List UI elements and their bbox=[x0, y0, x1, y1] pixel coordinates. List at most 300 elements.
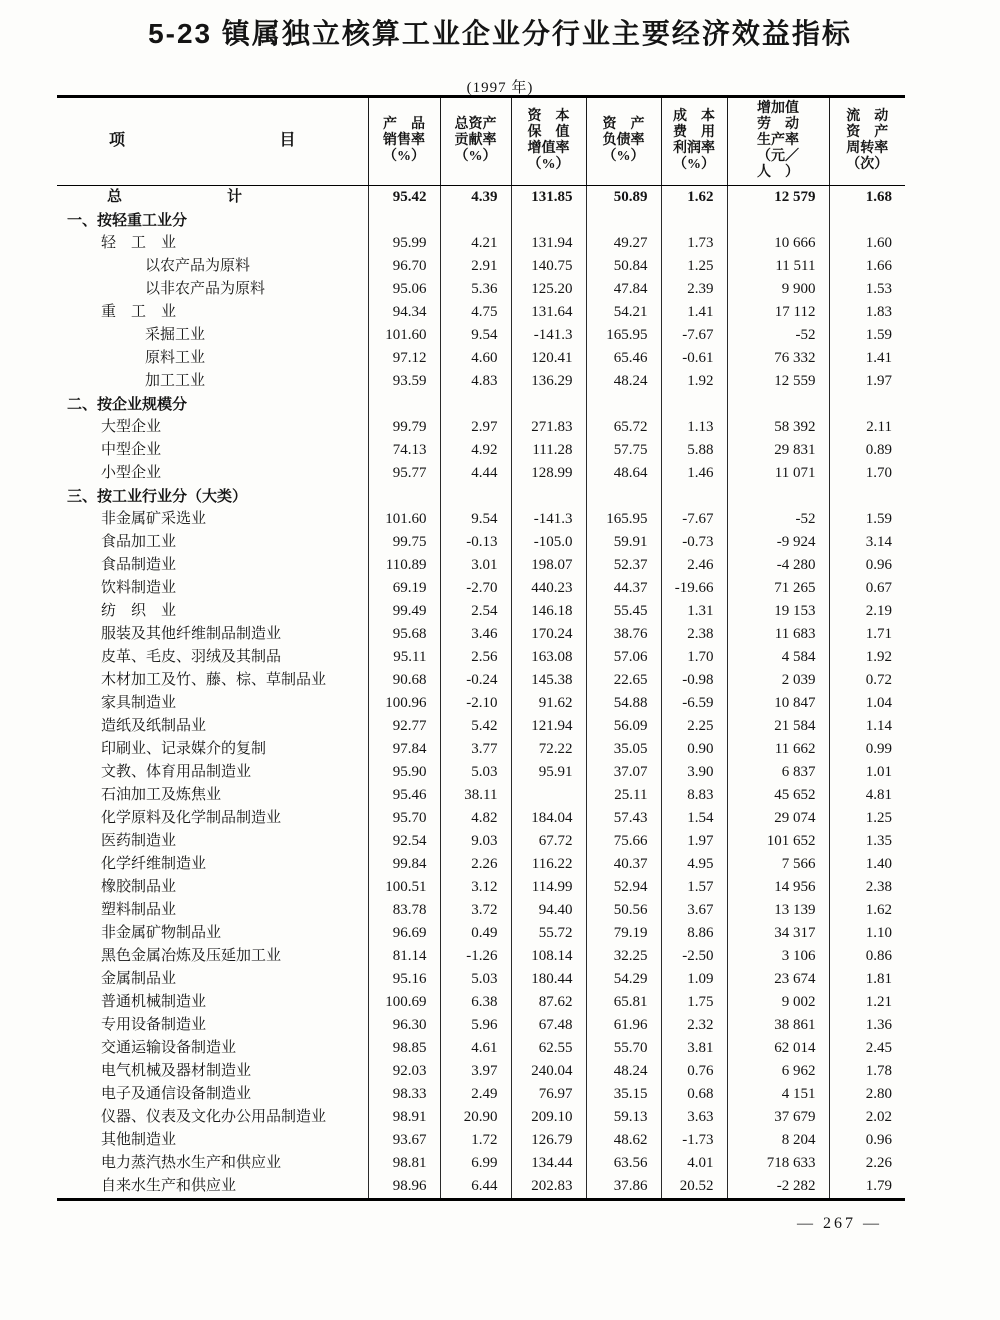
table-row bbox=[57, 393, 905, 416]
table-row bbox=[57, 301, 905, 324]
table-row bbox=[57, 577, 905, 600]
cell-value: 110.89 bbox=[368, 554, 440, 577]
page-subtitle: (1997 年) bbox=[466, 80, 534, 96]
cell-value: 1.40 bbox=[829, 853, 905, 876]
cell-value: 1.04 bbox=[829, 692, 905, 715]
table-row bbox=[57, 1060, 905, 1083]
cell-value: 99.84 bbox=[368, 853, 440, 876]
row-label: 非金属矿物制品业 bbox=[101, 925, 222, 941]
table-row bbox=[57, 186, 905, 210]
row-label: 采掘工业 bbox=[145, 327, 206, 343]
cell-value: 1.41 bbox=[829, 347, 905, 370]
cell-value: 58 392 bbox=[727, 416, 829, 439]
cell-value: 4.21 bbox=[440, 232, 511, 255]
cell-value: 128.99 bbox=[511, 462, 586, 485]
cell-value bbox=[586, 393, 661, 416]
row-label: 文教、体育用品制造业 bbox=[101, 764, 252, 780]
row-label: 总 计 bbox=[107, 189, 243, 205]
table-row bbox=[57, 439, 905, 462]
cell-value: -2.50 bbox=[661, 945, 727, 968]
cell-value: 0.86 bbox=[829, 945, 905, 968]
cell-value: -7.67 bbox=[661, 324, 727, 347]
table-row bbox=[57, 853, 905, 876]
table-row bbox=[57, 347, 905, 370]
cell-value: 125.20 bbox=[511, 278, 586, 301]
cell-value: -6.59 bbox=[661, 692, 727, 715]
table-container bbox=[57, 95, 905, 1201]
cell-value: 1.59 bbox=[829, 508, 905, 531]
cell-value: 180.44 bbox=[511, 968, 586, 991]
cell-value: 95.46 bbox=[368, 784, 440, 807]
cell-value: 0.72 bbox=[829, 669, 905, 692]
cell-value: 101.60 bbox=[368, 508, 440, 531]
cell-value: 6 962 bbox=[727, 1060, 829, 1083]
cell-value: 45 652 bbox=[727, 784, 829, 807]
cell-value: 92.77 bbox=[368, 715, 440, 738]
table-row bbox=[57, 324, 905, 347]
cell-value: 95.91 bbox=[511, 761, 586, 784]
cell-value: 44.37 bbox=[586, 577, 661, 600]
cell-value: 2.25 bbox=[661, 715, 727, 738]
cell-value: 91.62 bbox=[511, 692, 586, 715]
cell-value: 67.48 bbox=[511, 1014, 586, 1037]
cell-value: 3.14 bbox=[829, 531, 905, 554]
stats-table bbox=[57, 95, 905, 1201]
cell-value: 1.25 bbox=[829, 807, 905, 830]
cell-value: 170.24 bbox=[511, 623, 586, 646]
cell-value: 1.14 bbox=[829, 715, 905, 738]
cell-value: 4.39 bbox=[440, 186, 511, 210]
cell-value: 98.33 bbox=[368, 1083, 440, 1106]
cell-value bbox=[368, 393, 440, 416]
cell-value: 52.37 bbox=[586, 554, 661, 577]
cell-value: -0.98 bbox=[661, 669, 727, 692]
cell-value: 1.78 bbox=[829, 1060, 905, 1083]
cell-value: 34 317 bbox=[727, 922, 829, 945]
cell-value: 4.81 bbox=[829, 784, 905, 807]
cell-value: 69.19 bbox=[368, 577, 440, 600]
table-row bbox=[57, 646, 905, 669]
cell-value: 0.99 bbox=[829, 738, 905, 761]
cell-value: 99.79 bbox=[368, 416, 440, 439]
cell-value: 1.36 bbox=[829, 1014, 905, 1037]
cell-value bbox=[586, 485, 661, 508]
cell-value: -1.26 bbox=[440, 945, 511, 968]
row-label: 三、按工业行业分（大类） bbox=[67, 488, 248, 505]
cell-value: 1.70 bbox=[661, 646, 727, 669]
cell-value: -2 282 bbox=[727, 1175, 829, 1200]
row-label: 电力蒸汽热水生产和供应业 bbox=[101, 1155, 282, 1171]
cell-value: 4 584 bbox=[727, 646, 829, 669]
cell-value: 1.68 bbox=[829, 186, 905, 210]
cell-value: 95.77 bbox=[368, 462, 440, 485]
cell-value: 2.26 bbox=[829, 1152, 905, 1175]
cell-value: -2.70 bbox=[440, 577, 511, 600]
cell-value: 163.08 bbox=[511, 646, 586, 669]
row-label: 服装及其他纤维制品制造业 bbox=[101, 626, 282, 642]
cell-value: 23 674 bbox=[727, 968, 829, 991]
cell-value bbox=[727, 209, 829, 232]
cell-value: 3.67 bbox=[661, 899, 727, 922]
cell-value: 2.19 bbox=[829, 600, 905, 623]
cell-value: 1.13 bbox=[661, 416, 727, 439]
cell-value: 2.56 bbox=[440, 646, 511, 669]
cell-value: 2.45 bbox=[829, 1037, 905, 1060]
row-label: 塑料制品业 bbox=[101, 902, 177, 918]
cell-value: 92.54 bbox=[368, 830, 440, 853]
table-row bbox=[57, 209, 905, 232]
cell-value: 50.89 bbox=[586, 186, 661, 210]
cell-value: 3 106 bbox=[727, 945, 829, 968]
cell-value: 95.06 bbox=[368, 278, 440, 301]
cell-value: 5.03 bbox=[440, 968, 511, 991]
cell-value: 92.03 bbox=[368, 1060, 440, 1083]
cell-value: 1.79 bbox=[829, 1175, 905, 1200]
cell-value bbox=[511, 393, 586, 416]
row-label: 以农产品为原料 bbox=[145, 258, 251, 274]
cell-value: 95.42 bbox=[368, 186, 440, 210]
table-row bbox=[57, 554, 905, 577]
cell-value bbox=[829, 485, 905, 508]
cell-value: 37.86 bbox=[586, 1175, 661, 1200]
table-row bbox=[57, 623, 905, 646]
cell-value: 38.11 bbox=[440, 784, 511, 807]
cell-value: 61.96 bbox=[586, 1014, 661, 1037]
row-label: 轻 工 业 bbox=[101, 235, 177, 251]
cell-value: 1.59 bbox=[829, 324, 905, 347]
item-header-right: 目 bbox=[279, 132, 296, 149]
cell-value: 40.37 bbox=[586, 853, 661, 876]
table-row bbox=[57, 715, 905, 738]
cell-value: 5.42 bbox=[440, 715, 511, 738]
cell-value: 76.97 bbox=[511, 1083, 586, 1106]
cell-value: 9.54 bbox=[440, 508, 511, 531]
cell-value: 1.73 bbox=[661, 232, 727, 255]
cell-value bbox=[829, 209, 905, 232]
cell-value: 1.10 bbox=[829, 922, 905, 945]
cell-value: 11 662 bbox=[727, 738, 829, 761]
table-row bbox=[57, 830, 905, 853]
cell-value: 74.13 bbox=[368, 439, 440, 462]
cell-value: 1.75 bbox=[661, 991, 727, 1014]
row-label: 皮革、毛皮、羽绒及其制品 bbox=[101, 649, 282, 665]
table-row bbox=[57, 876, 905, 899]
cell-value: 57.06 bbox=[586, 646, 661, 669]
cell-value: 2.46 bbox=[661, 554, 727, 577]
cell-value: 98.81 bbox=[368, 1152, 440, 1175]
cell-value: 55.70 bbox=[586, 1037, 661, 1060]
row-label: 普通机械制造业 bbox=[101, 994, 207, 1010]
cell-value: 63.56 bbox=[586, 1152, 661, 1175]
cell-value: 13 139 bbox=[727, 899, 829, 922]
row-label: 家具制造业 bbox=[101, 695, 177, 711]
cell-value: 50.84 bbox=[586, 255, 661, 278]
cell-value: 131.94 bbox=[511, 232, 586, 255]
table-row bbox=[57, 1175, 905, 1200]
cell-value: 4.60 bbox=[440, 347, 511, 370]
cell-value: 97.12 bbox=[368, 347, 440, 370]
cell-value: 22.65 bbox=[586, 669, 661, 692]
cell-value: 49.27 bbox=[586, 232, 661, 255]
cell-value bbox=[368, 209, 440, 232]
cell-value: -0.61 bbox=[661, 347, 727, 370]
cell-value: -19.66 bbox=[661, 577, 727, 600]
cell-value bbox=[440, 393, 511, 416]
cell-value: -1.73 bbox=[661, 1129, 727, 1152]
cell-value: 2.38 bbox=[661, 623, 727, 646]
cell-value: -52 bbox=[727, 508, 829, 531]
cell-value: 9 900 bbox=[727, 278, 829, 301]
cell-value: 5.96 bbox=[440, 1014, 511, 1037]
row-label: 饮料制造业 bbox=[101, 580, 177, 596]
cell-value: 0.68 bbox=[661, 1083, 727, 1106]
cell-value: 271.83 bbox=[511, 416, 586, 439]
cell-value: 37 679 bbox=[727, 1106, 829, 1129]
row-label: 非金属矿采选业 bbox=[101, 511, 207, 527]
cell-value: 1.41 bbox=[661, 301, 727, 324]
cell-value: 165.95 bbox=[586, 324, 661, 347]
cell-value: 2.80 bbox=[829, 1083, 905, 1106]
cell-value: -141.3 bbox=[511, 324, 586, 347]
cell-value: 1.54 bbox=[661, 807, 727, 830]
row-label: 电气机械及器材制造业 bbox=[101, 1063, 252, 1079]
cell-value: 99.49 bbox=[368, 600, 440, 623]
cell-value: 131.64 bbox=[511, 301, 586, 324]
row-label: 小型企业 bbox=[101, 465, 162, 481]
cell-value: 37.07 bbox=[586, 761, 661, 784]
cell-value: 10 666 bbox=[727, 232, 829, 255]
cell-value: 38.76 bbox=[586, 623, 661, 646]
cell-value: 100.51 bbox=[368, 876, 440, 899]
cell-value: 35.05 bbox=[586, 738, 661, 761]
cell-value: 1.92 bbox=[829, 646, 905, 669]
cell-value: 83.78 bbox=[368, 899, 440, 922]
cell-value: 3.97 bbox=[440, 1060, 511, 1083]
row-label: 造纸及纸制品业 bbox=[101, 718, 207, 734]
cell-value: 97.84 bbox=[368, 738, 440, 761]
row-label: 原料工业 bbox=[145, 350, 206, 366]
table-row bbox=[57, 945, 905, 968]
cell-value: 4.75 bbox=[440, 301, 511, 324]
cell-value: 145.38 bbox=[511, 669, 586, 692]
cell-value bbox=[727, 485, 829, 508]
cell-value: 100.69 bbox=[368, 991, 440, 1014]
cell-value: 35.15 bbox=[586, 1083, 661, 1106]
cell-value: 12 579 bbox=[727, 186, 829, 210]
cell-value: 75.66 bbox=[586, 830, 661, 853]
table-row bbox=[57, 370, 905, 393]
cell-value: 1.01 bbox=[829, 761, 905, 784]
cell-value: 10 847 bbox=[727, 692, 829, 715]
cell-value: 9.03 bbox=[440, 830, 511, 853]
row-label: 仪器、仪表及文化办公用品制造业 bbox=[101, 1109, 327, 1125]
cell-value: 29 074 bbox=[727, 807, 829, 830]
cell-value bbox=[368, 485, 440, 508]
cell-value: 0.96 bbox=[829, 554, 905, 577]
cell-value: 48.24 bbox=[586, 370, 661, 393]
cell-value: 2.11 bbox=[829, 416, 905, 439]
cell-value: 59.91 bbox=[586, 531, 661, 554]
cell-value: 98.91 bbox=[368, 1106, 440, 1129]
cell-value: 1.35 bbox=[829, 830, 905, 853]
row-label: 自来水生产和供应业 bbox=[101, 1178, 237, 1194]
cell-value: 9 002 bbox=[727, 991, 829, 1014]
table-row bbox=[57, 1106, 905, 1129]
cell-value: 19 153 bbox=[727, 600, 829, 623]
cell-value bbox=[586, 209, 661, 232]
cell-value: 2.49 bbox=[440, 1083, 511, 1106]
table-row bbox=[57, 1037, 905, 1060]
table-row bbox=[57, 761, 905, 784]
cell-value bbox=[829, 393, 905, 416]
cell-value: -0.24 bbox=[440, 669, 511, 692]
row-label: 木材加工及竹、藤、棕、草制品业 bbox=[101, 672, 327, 688]
cell-value: 1.92 bbox=[661, 370, 727, 393]
column-header-total-assets-contribution-rate: 总资产 贡献率 （%） bbox=[440, 97, 511, 186]
column-header-asset-liability-ratio: 资 产 负债率 （%） bbox=[586, 97, 661, 186]
row-label: 食品制造业 bbox=[101, 557, 177, 573]
cell-value: -105.0 bbox=[511, 531, 586, 554]
row-label: 一、按轻重工业分 bbox=[67, 212, 188, 229]
table-header-row bbox=[57, 97, 905, 186]
table-row bbox=[57, 669, 905, 692]
row-label: 橡胶制品业 bbox=[101, 879, 177, 895]
table-row bbox=[57, 1083, 905, 1106]
cell-value bbox=[511, 485, 586, 508]
cell-value: 0.49 bbox=[440, 922, 511, 945]
cell-value: 121.94 bbox=[511, 715, 586, 738]
row-label: 化学原料及化学制品制造业 bbox=[101, 810, 282, 826]
cell-value: 3.77 bbox=[440, 738, 511, 761]
cell-value: 14 956 bbox=[727, 876, 829, 899]
cell-value: -2.10 bbox=[440, 692, 511, 715]
cell-value: 165.95 bbox=[586, 508, 661, 531]
table-body bbox=[57, 186, 905, 1200]
cell-value: 718 633 bbox=[727, 1152, 829, 1175]
column-header-value-added-labor-productivity: 增加值 劳 动 生产率 （元／ 人 ） bbox=[727, 97, 829, 186]
cell-value: 5.88 bbox=[661, 439, 727, 462]
cell-value: 5.36 bbox=[440, 278, 511, 301]
cell-value: 1.97 bbox=[829, 370, 905, 393]
cell-value: 202.83 bbox=[511, 1175, 586, 1200]
column-header-product-sales-rate: 产 品 销售率 （%） bbox=[368, 97, 440, 186]
cell-value: 94.34 bbox=[368, 301, 440, 324]
cell-value: 1.97 bbox=[661, 830, 727, 853]
cell-value: -0.73 bbox=[661, 531, 727, 554]
cell-value: 4.44 bbox=[440, 462, 511, 485]
row-label: 金属制品业 bbox=[101, 971, 177, 987]
cell-value: 32.25 bbox=[586, 945, 661, 968]
cell-value: 52.94 bbox=[586, 876, 661, 899]
cell-value: 198.07 bbox=[511, 554, 586, 577]
row-label: 其他制造业 bbox=[101, 1132, 177, 1148]
item-column-header bbox=[57, 97, 368, 186]
row-label: 印刷业、记录媒介的复制 bbox=[101, 741, 267, 757]
cell-value: 90.68 bbox=[368, 669, 440, 692]
cell-value: 65.46 bbox=[586, 347, 661, 370]
cell-value: 5.03 bbox=[440, 761, 511, 784]
cell-value: 6.99 bbox=[440, 1152, 511, 1175]
cell-value: 6 837 bbox=[727, 761, 829, 784]
cell-value: 1.57 bbox=[661, 876, 727, 899]
cell-value: 11 683 bbox=[727, 623, 829, 646]
cell-value: 126.79 bbox=[511, 1129, 586, 1152]
cell-value: 48.64 bbox=[586, 462, 661, 485]
cell-value: 59.13 bbox=[586, 1106, 661, 1129]
cell-value: 21 584 bbox=[727, 715, 829, 738]
table-row bbox=[57, 807, 905, 830]
cell-value: 1.46 bbox=[661, 462, 727, 485]
cell-value: 76 332 bbox=[727, 347, 829, 370]
cell-value: 96.69 bbox=[368, 922, 440, 945]
cell-value bbox=[661, 209, 727, 232]
cell-value bbox=[727, 393, 829, 416]
cell-value: 111.28 bbox=[511, 439, 586, 462]
cell-value: 79.19 bbox=[586, 922, 661, 945]
row-label: 加工工业 bbox=[145, 373, 206, 389]
row-label: 化学纤维制造业 bbox=[101, 856, 207, 872]
cell-value: 240.04 bbox=[511, 1060, 586, 1083]
row-label: 电子及通信设备制造业 bbox=[101, 1086, 252, 1102]
cell-value: 100.96 bbox=[368, 692, 440, 715]
row-label: 石油加工及炼焦业 bbox=[101, 787, 222, 803]
cell-value: 101.60 bbox=[368, 324, 440, 347]
cell-value: 1.83 bbox=[829, 301, 905, 324]
cell-value: 2.39 bbox=[661, 278, 727, 301]
table-row bbox=[57, 968, 905, 991]
cell-value: 87.62 bbox=[511, 991, 586, 1014]
cell-value: 2.91 bbox=[440, 255, 511, 278]
cell-value bbox=[661, 485, 727, 508]
cell-value: 95.90 bbox=[368, 761, 440, 784]
cell-value: 7 566 bbox=[727, 853, 829, 876]
table-row bbox=[57, 278, 905, 301]
table-row bbox=[57, 738, 905, 761]
cell-value: 62.55 bbox=[511, 1037, 586, 1060]
table-row bbox=[57, 508, 905, 531]
cell-value: 11 071 bbox=[727, 462, 829, 485]
cell-value: 2.54 bbox=[440, 600, 511, 623]
row-label: 大型企业 bbox=[101, 419, 162, 435]
cell-value: 93.59 bbox=[368, 370, 440, 393]
row-label: 以非农产品为原料 bbox=[145, 281, 266, 297]
table-row bbox=[57, 416, 905, 439]
cell-value: 4.01 bbox=[661, 1152, 727, 1175]
table-row bbox=[57, 462, 905, 485]
cell-value: 2.02 bbox=[829, 1106, 905, 1129]
cell-value: 57.43 bbox=[586, 807, 661, 830]
cell-value: 20.52 bbox=[661, 1175, 727, 1200]
cell-value: 56.09 bbox=[586, 715, 661, 738]
cell-value: 94.40 bbox=[511, 899, 586, 922]
cell-value: 6.44 bbox=[440, 1175, 511, 1200]
table-row bbox=[57, 784, 905, 807]
row-label: 专用设备制造业 bbox=[101, 1017, 207, 1033]
cell-value: 11 511 bbox=[727, 255, 829, 278]
cell-value: 140.75 bbox=[511, 255, 586, 278]
row-label: 食品加工业 bbox=[101, 534, 177, 550]
cell-value: 3.12 bbox=[440, 876, 511, 899]
cell-value: 1.09 bbox=[661, 968, 727, 991]
cell-value: 95.99 bbox=[368, 232, 440, 255]
cell-value: 1.21 bbox=[829, 991, 905, 1014]
cell-value: 50.56 bbox=[586, 899, 661, 922]
cell-value: 98.85 bbox=[368, 1037, 440, 1060]
column-header-current-assets-turnover: 流 动 资 产 周转率 （次） bbox=[829, 97, 905, 186]
cell-value: 0.67 bbox=[829, 577, 905, 600]
cell-value: 4.95 bbox=[661, 853, 727, 876]
cell-value: -9 924 bbox=[727, 531, 829, 554]
